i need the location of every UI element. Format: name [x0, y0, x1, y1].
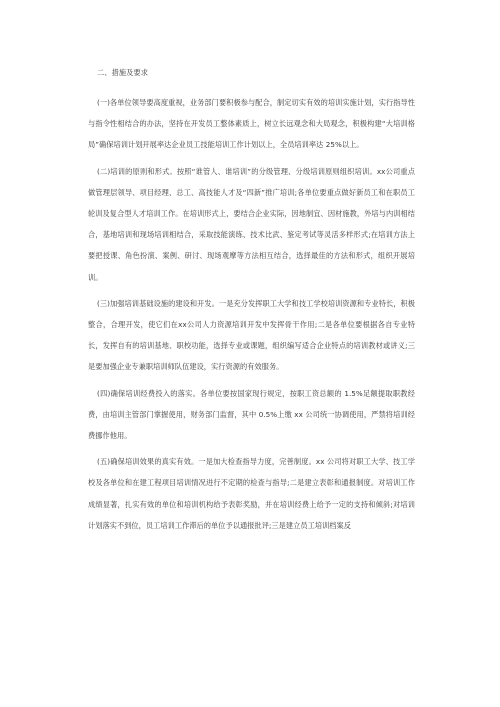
- section-heading: 二、措施及要求: [97, 68, 149, 77]
- paragraph-1: (一)各单位领导要高度重视，业务部门要积极参与配合，制定切实有效的培训实施计划，实行指导性与指令性相结合的办法，坚持在开发员工整体素质上，树立长远观念和大局观念，积极构建“大培训格局”确保培训计划开展率达企业员工技能培训工作计划以上，全员培训率达 25%以上。: [88, 98, 415, 150]
- paragraph-5: (五)确保培训效果的真实有效。一是加大检查指导力度，完善制度。xx 公司将对职工大学、技工学校及各单位和在建工程项目培训情况进行不定期的检查与指导;二是建立表彰和通报制度。对培训工作成绩显著，扎实有效的单位和培训机构给予表彰奖励，并在培训经费上给予一定的支持和倾斜;对培训计划落实不到位，员工培训工作滞后的单位予以通报批评;三是建立员工培训档案反: [88, 457, 415, 530]
- paragraph-4: (四)确保培训经费投入的落实。各单位要按国家现行规定，按职工资总额的 1.5%足额提取职教经费，由培训主管部门掌握使用，财务部门监督，其中 0.5%上缴 xx 公司统一协调使用，严禁将培训经费挪作他用。: [88, 388, 415, 441]
- paragraph-3: (三)加强培训基础设施的建设和开发。一是充分发挥职工大学和技工学校培训资源和专业特长，积极整合，合理开发，使它们在xx公司人力资源培训开发中发挥骨干作用;二是各单位要根据各自专业特长，发挥自有的培训基地、职校功能，选择专业或课题，组织编写适合企业特点的培训教材或讲义;三是要加强企业专兼职培训师队伍建设，实行资源的有效服务。: [88, 298, 415, 372]
- paragraph-2: (二)培训的原则和形式。按照“谁管人、谁培训”的分级管理、分级培训原则组织培训。xx公司重点做管理层领导、项目经理、总工、高技能人才及“四新”推广培训;各单位要重点做好新员工和在职员工轮训及复合型人才培训工作。在培训形式上，要结合企业实际，因地制宜、因材施教，外培与内训相结合，基地培训和现场培训相结合，采取技能演练、技术比武、鉴定考试等灵活多样形式;在培训方法上要把授课、角色扮演、案例、研讨、现场观摩等方法相互结合，选择最佳的方法和形式，组织开展培训。: [88, 166, 415, 282]
